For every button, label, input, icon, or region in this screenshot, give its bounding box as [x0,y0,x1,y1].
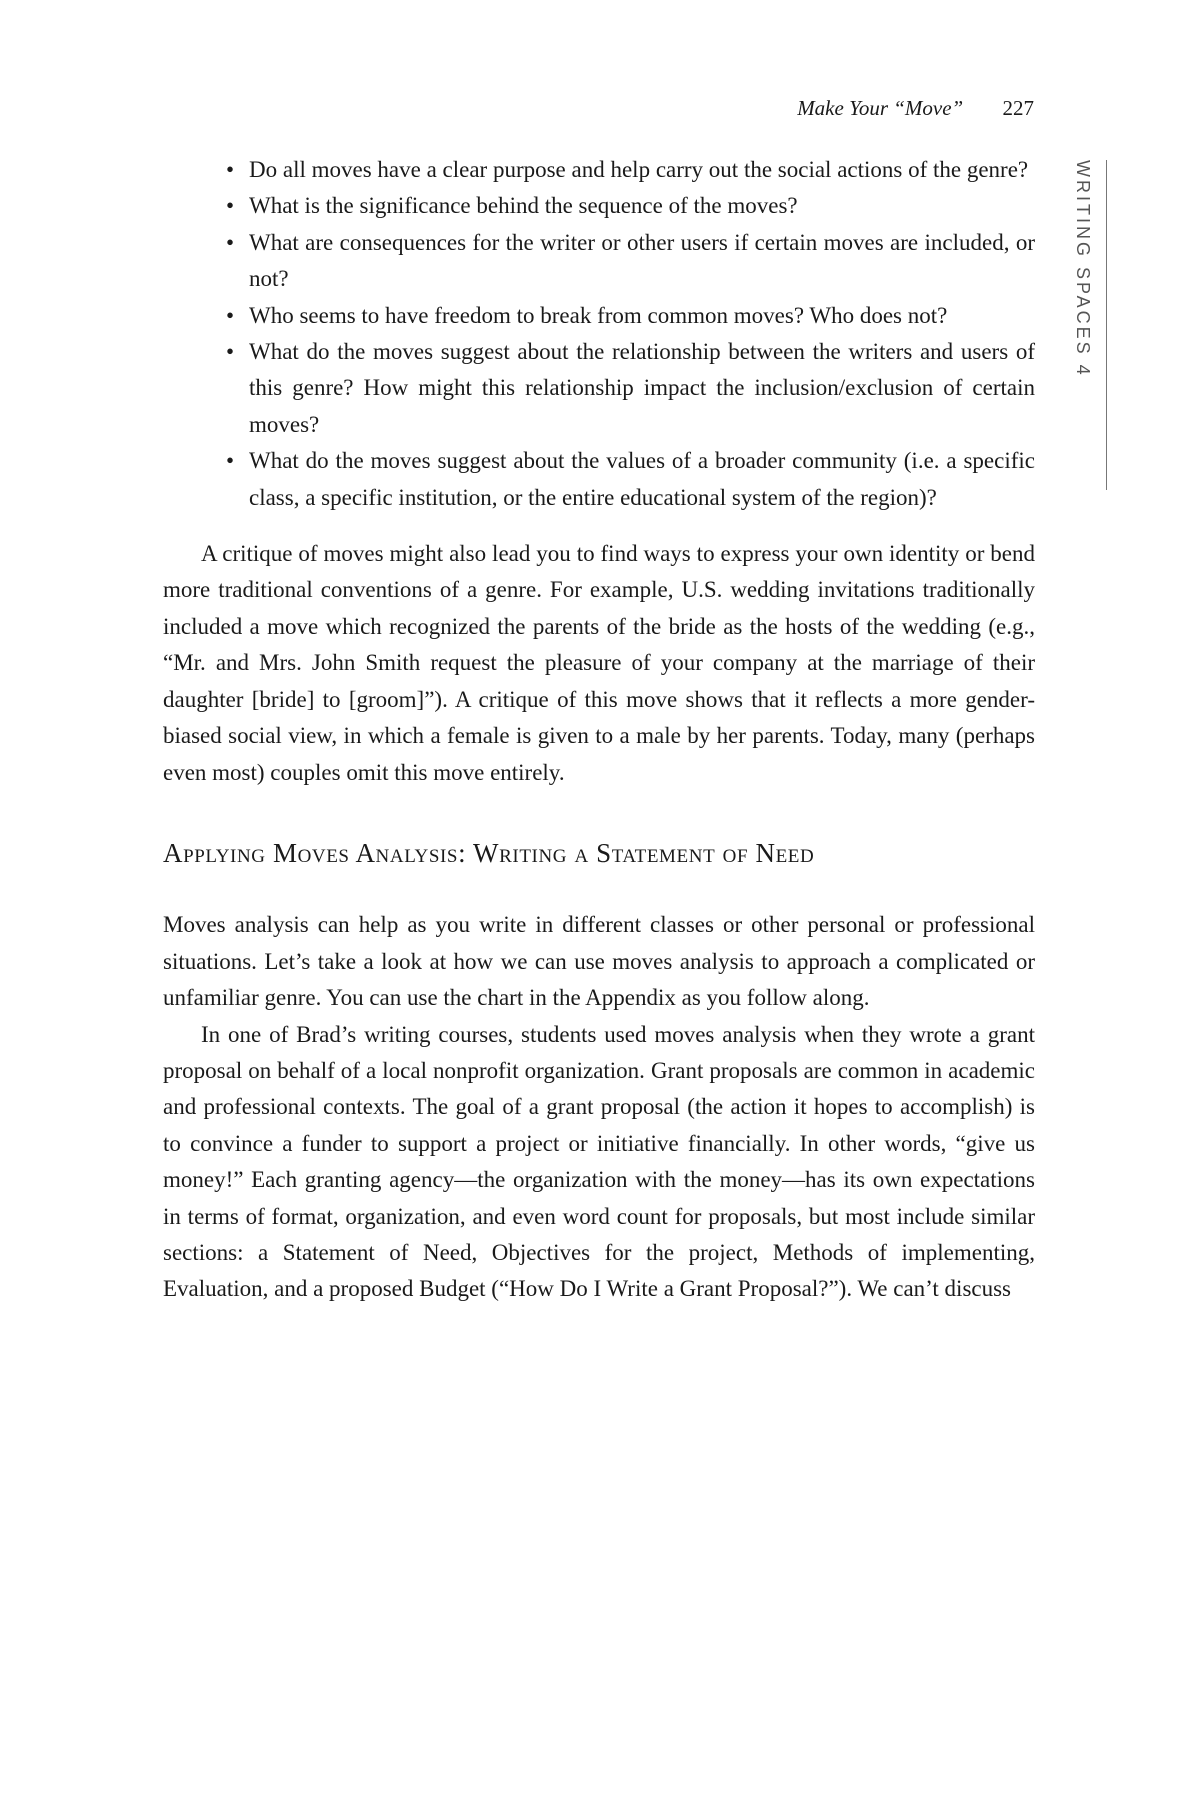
bullet-icon: • [226,229,235,255]
page-number: 227 [1002,96,1034,120]
list-item [223,225,1035,298]
list-item [223,298,1035,334]
bullet-icon: • [226,193,235,219]
list-item [223,152,1035,188]
side-tab [1066,160,1107,490]
paragraph-grant-proposal: In one of Brad’s writing courses, students used moves analysis when they wrote a grant proposal on behalf of a local nonprofit organization. Grant proposals are common in academic and professional contexts. The goal of a grant proposal (the action it hopes to accomplish) is to convince a funder to support a project or initiative financially. In other words, “give us money!” Each granting agency—the organization with the money—has its own expectations in terms of format, organization, and even word count for proposals, but most include similar sections: a Statement of Need, Objectives for the project, Methods of implementing, Evaluation, and a proposed Budget (“How Do I Write a Grant Proposal?”). We can’t discuss [163,1021,1035,1302]
list-item-text: Do all moves have a clear purpose and help carry out the social actions of the genre? [249,157,1029,182]
paragraph-critique: A critique of moves might also lead you to find ways to express your own identity or bend more traditional conventions of a genre. For example, U.S. wedding invitations traditionally included a move which recognized the parents of the bride as the hosts of the wedding (e.g., “Mr. and Mrs. John Smith request the pleasure of your company at the marriage of their daughter [bride] to [groom]”). A critique of this move shows that it reflects a more gender-biased social view, in which a female is given to a male by her parents. Today, many (perhaps even most) couples omit this move entirely. [163,541,1035,785]
bullet-icon: • [226,448,235,474]
list-item [223,334,1035,443]
list-item [223,443,1035,516]
bullet-icon: • [226,157,235,182]
list-item-text: What do the moves suggest about the values of a broader community (i.e. a specific class, a specific institution, or the entire educational system of the region)? [249,448,1035,510]
list-item-text: What do the moves suggest about the relationship between the writers and users of this genre? How might this relationship impact the inclusion/exclusion of certain moves? [249,339,1035,437]
running-title: Make Your “Move” [797,96,964,120]
side-tab-label: WRITING SPACES 4 [1073,160,1093,378]
list-item-text: Who seems to have freedom to break from common moves? Who does not? [249,302,948,328]
question-list [223,152,1035,516]
list-item-text: What is the significance behind the sequence of the moves? [249,193,798,219]
bullet-icon: • [226,339,235,365]
list-item-text: What are consequences for the writer or other users if certain moves are included, or not? [249,229,1035,292]
page-body [163,152,1035,1308]
list-item [223,188,1035,224]
bullet-icon: • [226,302,235,328]
section-heading: Applying Moves Analysis: Writing a Statement of Need [163,837,815,868]
paragraph-moves-analysis: Moves analysis can help as you write in different classes or other personal or professional situations. Let’s take a look at how we can use moves analysis to approach a complicated or unfamiliar genre. You can use the chart in the Appendix as you follow along. [163,912,1035,1011]
running-head [797,96,1034,121]
